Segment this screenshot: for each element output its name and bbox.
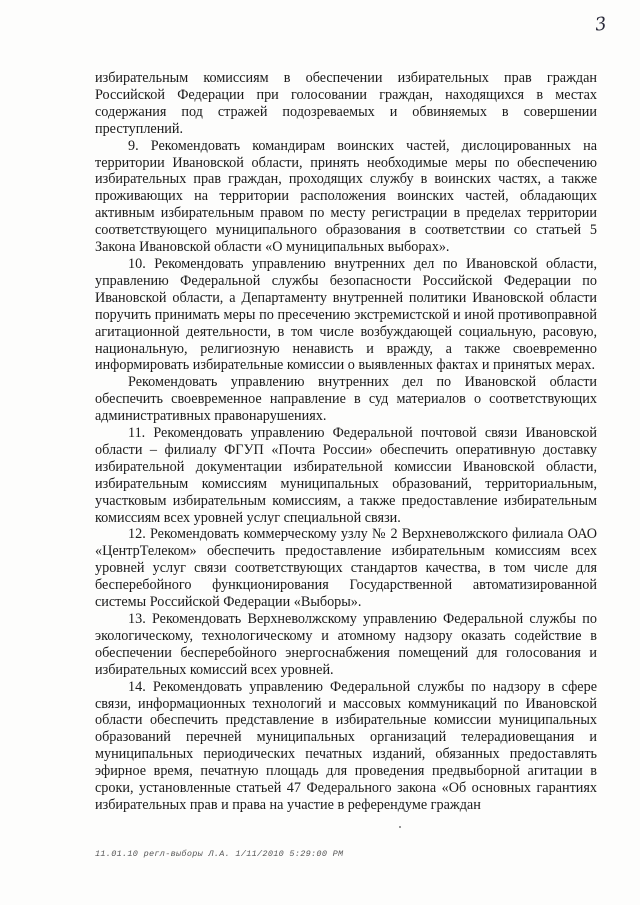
paragraph-12: 12. Рекомендовать коммерческому узлу № 2 Верхневолжского филиала ОАО «ЦентрТелеком» обеспечить предоставление избирательным комиссиям всех уровней услуг связи соответствующих стандартов качества, в том числе для бесперебойного функционирования Государственной автоматизированной системы Российской Федерации «Выборы». (95, 526, 597, 611)
scan-speck (399, 826, 401, 828)
paragraph-13: 13. Рекомендовать Верхневолжскому управлению Федеральной службы по экологическому, технологическому и атомному надзору оказать содействие в обеспечении бесперебойного энергоснабжения помещений для голосования и избирательных комиссий всех уровней. (95, 611, 597, 678)
document-body (95, 70, 597, 814)
paragraph-10-second: Рекомендовать управлению внутренних дел по Ивановской области обеспечить своевременное направление в суд материалов о соответствующих административных правонарушениях. (95, 374, 597, 425)
handwritten-page-number: 3 (593, 13, 608, 36)
footer-file-info: 11.01.10 регл-выборы Л.А. 1/11/2010 5:29:00 PM (95, 849, 344, 859)
paragraph-11: 11. Рекомендовать управлению Федеральной почтовой связи Ивановской области – филиалу ФГУП «Почта России» обеспечить оперативную доставку избирательной документации избирательной комиссии Ивановской области, избирательным комиссиям муниципальных образований, территориальным, участковым избирательным комиссиям, а также предоставление избирательным комиссиям всех уровней услуг специальной связи. (95, 425, 597, 526)
paragraph-14: 14. Рекомендовать управлению Федеральной службы по надзору в сфере связи, информационных технологий и массовых коммуникаций по Ивановской области обеспечить представление в избирательные комиссии муниципальных образований перечней муниципальных организаций телерадиовещания и муниципальных периодических печатных изданий, обязанных предоставлять эфирное время, печатную площадь для проведения предвыборной агитации в сроки, установленные статьей 47 Федерального закона «Об основных гарантиях избирательных прав и права на участие в референдуме граждан (95, 678, 597, 813)
paragraph-10: 10. Рекомендовать управлению внутренних дел по Ивановской области, управлению Федеральной службы безопасности Российской Федерации по Ивановской области, а Департаменту внутренней политики Ивановской области поручить принимать меры по пресечению экстремистской и иной противоправной агитационной деятельности, в том числе возбуждающей социальную, расовую, национальную, религиозную ненависть и вражду, а также своевременно информировать избирательные комиссии о выявленных фактах и принятых мерах. (95, 255, 597, 374)
paragraph-9: 9. Рекомендовать командирам воинских частей, дислоцированных на территории Ивановской области, принять необходимые меры по обеспечению избирательных прав граждан, проходящих службу в воинских частях, а также проживающих на территории расположения воинских частей, обладающих активным избирательным правом по месту регистрации в пределах территории соответствующего муниципального образования в соответствии со статьей 5 Закона Ивановской области «О муниципальных выборах». (95, 137, 597, 256)
paragraph-continuation: избирательным комиссиям в обеспечении избирательных прав граждан Российской Федерации при голосовании граждан, находящихся в местах содержания под стражей подозреваемых и обвиняемых в совершении преступлений. (95, 70, 597, 137)
